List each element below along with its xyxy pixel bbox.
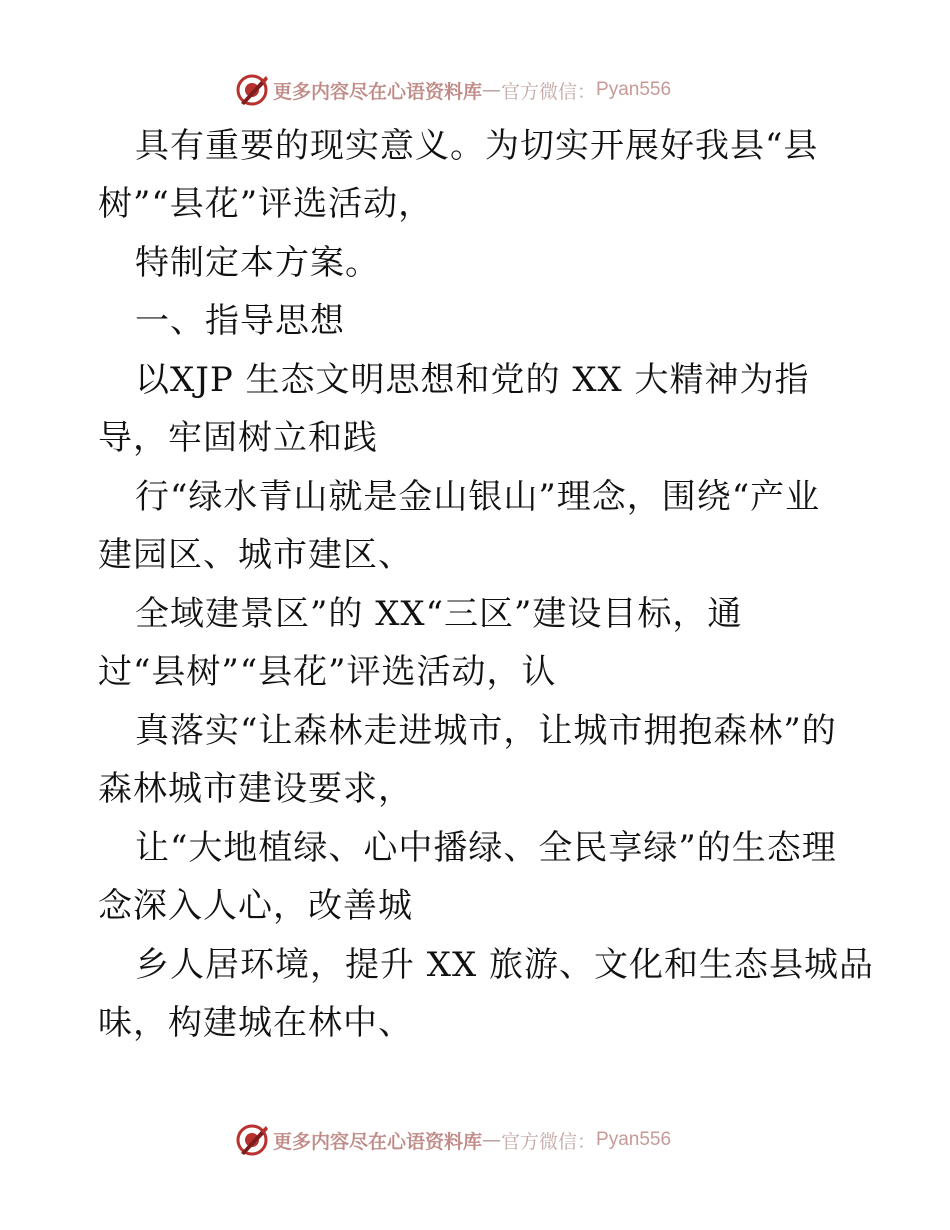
watermark-separator: — xyxy=(482,1129,502,1151)
body-line-5: 以XJP 生态文明思想和党的 XX 大精神为指 xyxy=(135,360,810,400)
body-line-11: 真落实“让森林走进城市，让城市拥抱森林”的 xyxy=(135,711,837,751)
body-line-3: 特制定本方案。 xyxy=(135,243,380,283)
body-line-15: 乡人居环境，提升 XX 旅游、文化和生态县城品 xyxy=(135,945,875,985)
body-line-9: 全域建景区”的 XX“三区”建设目标，通 xyxy=(135,594,743,634)
watermark-official-label: 官方微信： xyxy=(501,1130,597,1153)
section-heading-guiding-thought: 一、指导思想 xyxy=(135,301,345,341)
watermark-separator: — xyxy=(482,79,502,101)
body-line-7: 行“绿水青山就是金山银山”理念，围绕“产业 xyxy=(135,477,821,517)
header-watermark xyxy=(235,72,671,108)
watermark-brand: 更多内容尽在心语资料库 xyxy=(273,1130,483,1153)
body-line-6: 导，牢固树立和践 xyxy=(98,418,378,458)
watermark-official-label: 官方微信： xyxy=(501,80,597,103)
watermark-wechat-id: Pyan556 xyxy=(596,79,672,100)
watermark-wechat-id: Pyan556 xyxy=(596,1129,672,1150)
body-line-2: 树”“县花”评选活动， xyxy=(98,184,434,224)
watermark-brand: 更多内容尽在心语资料库 xyxy=(273,80,483,103)
pen-logo-icon xyxy=(235,1123,269,1157)
pen-logo-icon xyxy=(235,73,269,107)
body-line-14: 念深入人心，改善城 xyxy=(98,886,413,926)
body-line-1: 具有重要的现实意义。为切实开展好我县“县 xyxy=(135,126,819,166)
body-line-16: 味，构建城在林中、 xyxy=(98,1003,413,1043)
footer-watermark xyxy=(235,1122,671,1158)
body-line-13: 让“大地植绿、心中播绿、全民享绿”的生态理 xyxy=(135,828,837,868)
body-line-10: 过“县树”“县花”评选活动，认 xyxy=(98,652,557,692)
body-line-12: 森林城市建设要求， xyxy=(98,769,413,809)
body-line-8: 建园区、城市建区、 xyxy=(98,535,413,575)
